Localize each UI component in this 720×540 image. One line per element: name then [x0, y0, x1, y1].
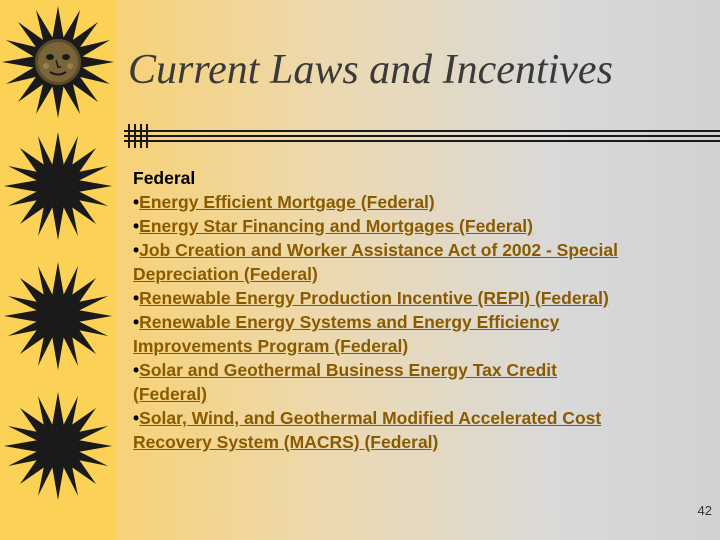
bullet: • — [133, 312, 140, 332]
incentive-link[interactable]: Renewable Energy Production Incentive (REPI) (Federal) — [139, 288, 609, 308]
sun-icon — [0, 128, 116, 244]
section-heading: Federal — [133, 168, 196, 188]
sun-icon — [0, 258, 116, 374]
list-item — [133, 190, 633, 214]
incentive-link[interactable]: Energy Star Financing and Mortgages (Federal) — [139, 216, 533, 236]
bullet: • — [133, 192, 140, 212]
incentive-link[interactable]: Job Creation and Worker Assistance Act of 2002 - Special Depreciation (Federal) — [133, 240, 618, 284]
bullet: • — [133, 240, 140, 260]
bullet: • — [133, 408, 140, 428]
list-item — [133, 214, 633, 238]
slide-body — [133, 166, 633, 454]
sun-face-icon — [0, 4, 116, 120]
page-number: 42 — [697, 503, 712, 518]
list-item — [133, 286, 633, 310]
list-item — [133, 310, 633, 358]
left-decor-strip — [0, 0, 116, 540]
incentive-link[interactable]: Energy Efficient Mortgage (Federal) — [139, 192, 435, 212]
incentive-link[interactable]: Solar, Wind, and Geothermal Modified Accelerated Cost Recovery System (MACRS) (Federal) — [133, 408, 602, 452]
list-item — [133, 238, 633, 286]
list-item — [133, 358, 633, 406]
list-item — [133, 406, 633, 454]
title-divider-rule — [124, 124, 720, 148]
incentive-link[interactable]: Solar and Geothermal Business Energy Tax Credit (Federal) — [133, 360, 557, 404]
incentive-link[interactable]: Renewable Energy Systems and Energy Efficiency Improvements Program (Federal) — [133, 312, 560, 356]
bullet: • — [133, 360, 140, 380]
sun-icon — [0, 388, 116, 504]
bullet: • — [133, 216, 140, 236]
bullet: • — [133, 288, 140, 308]
slide-title: Current Laws and Incentives — [128, 47, 613, 93]
